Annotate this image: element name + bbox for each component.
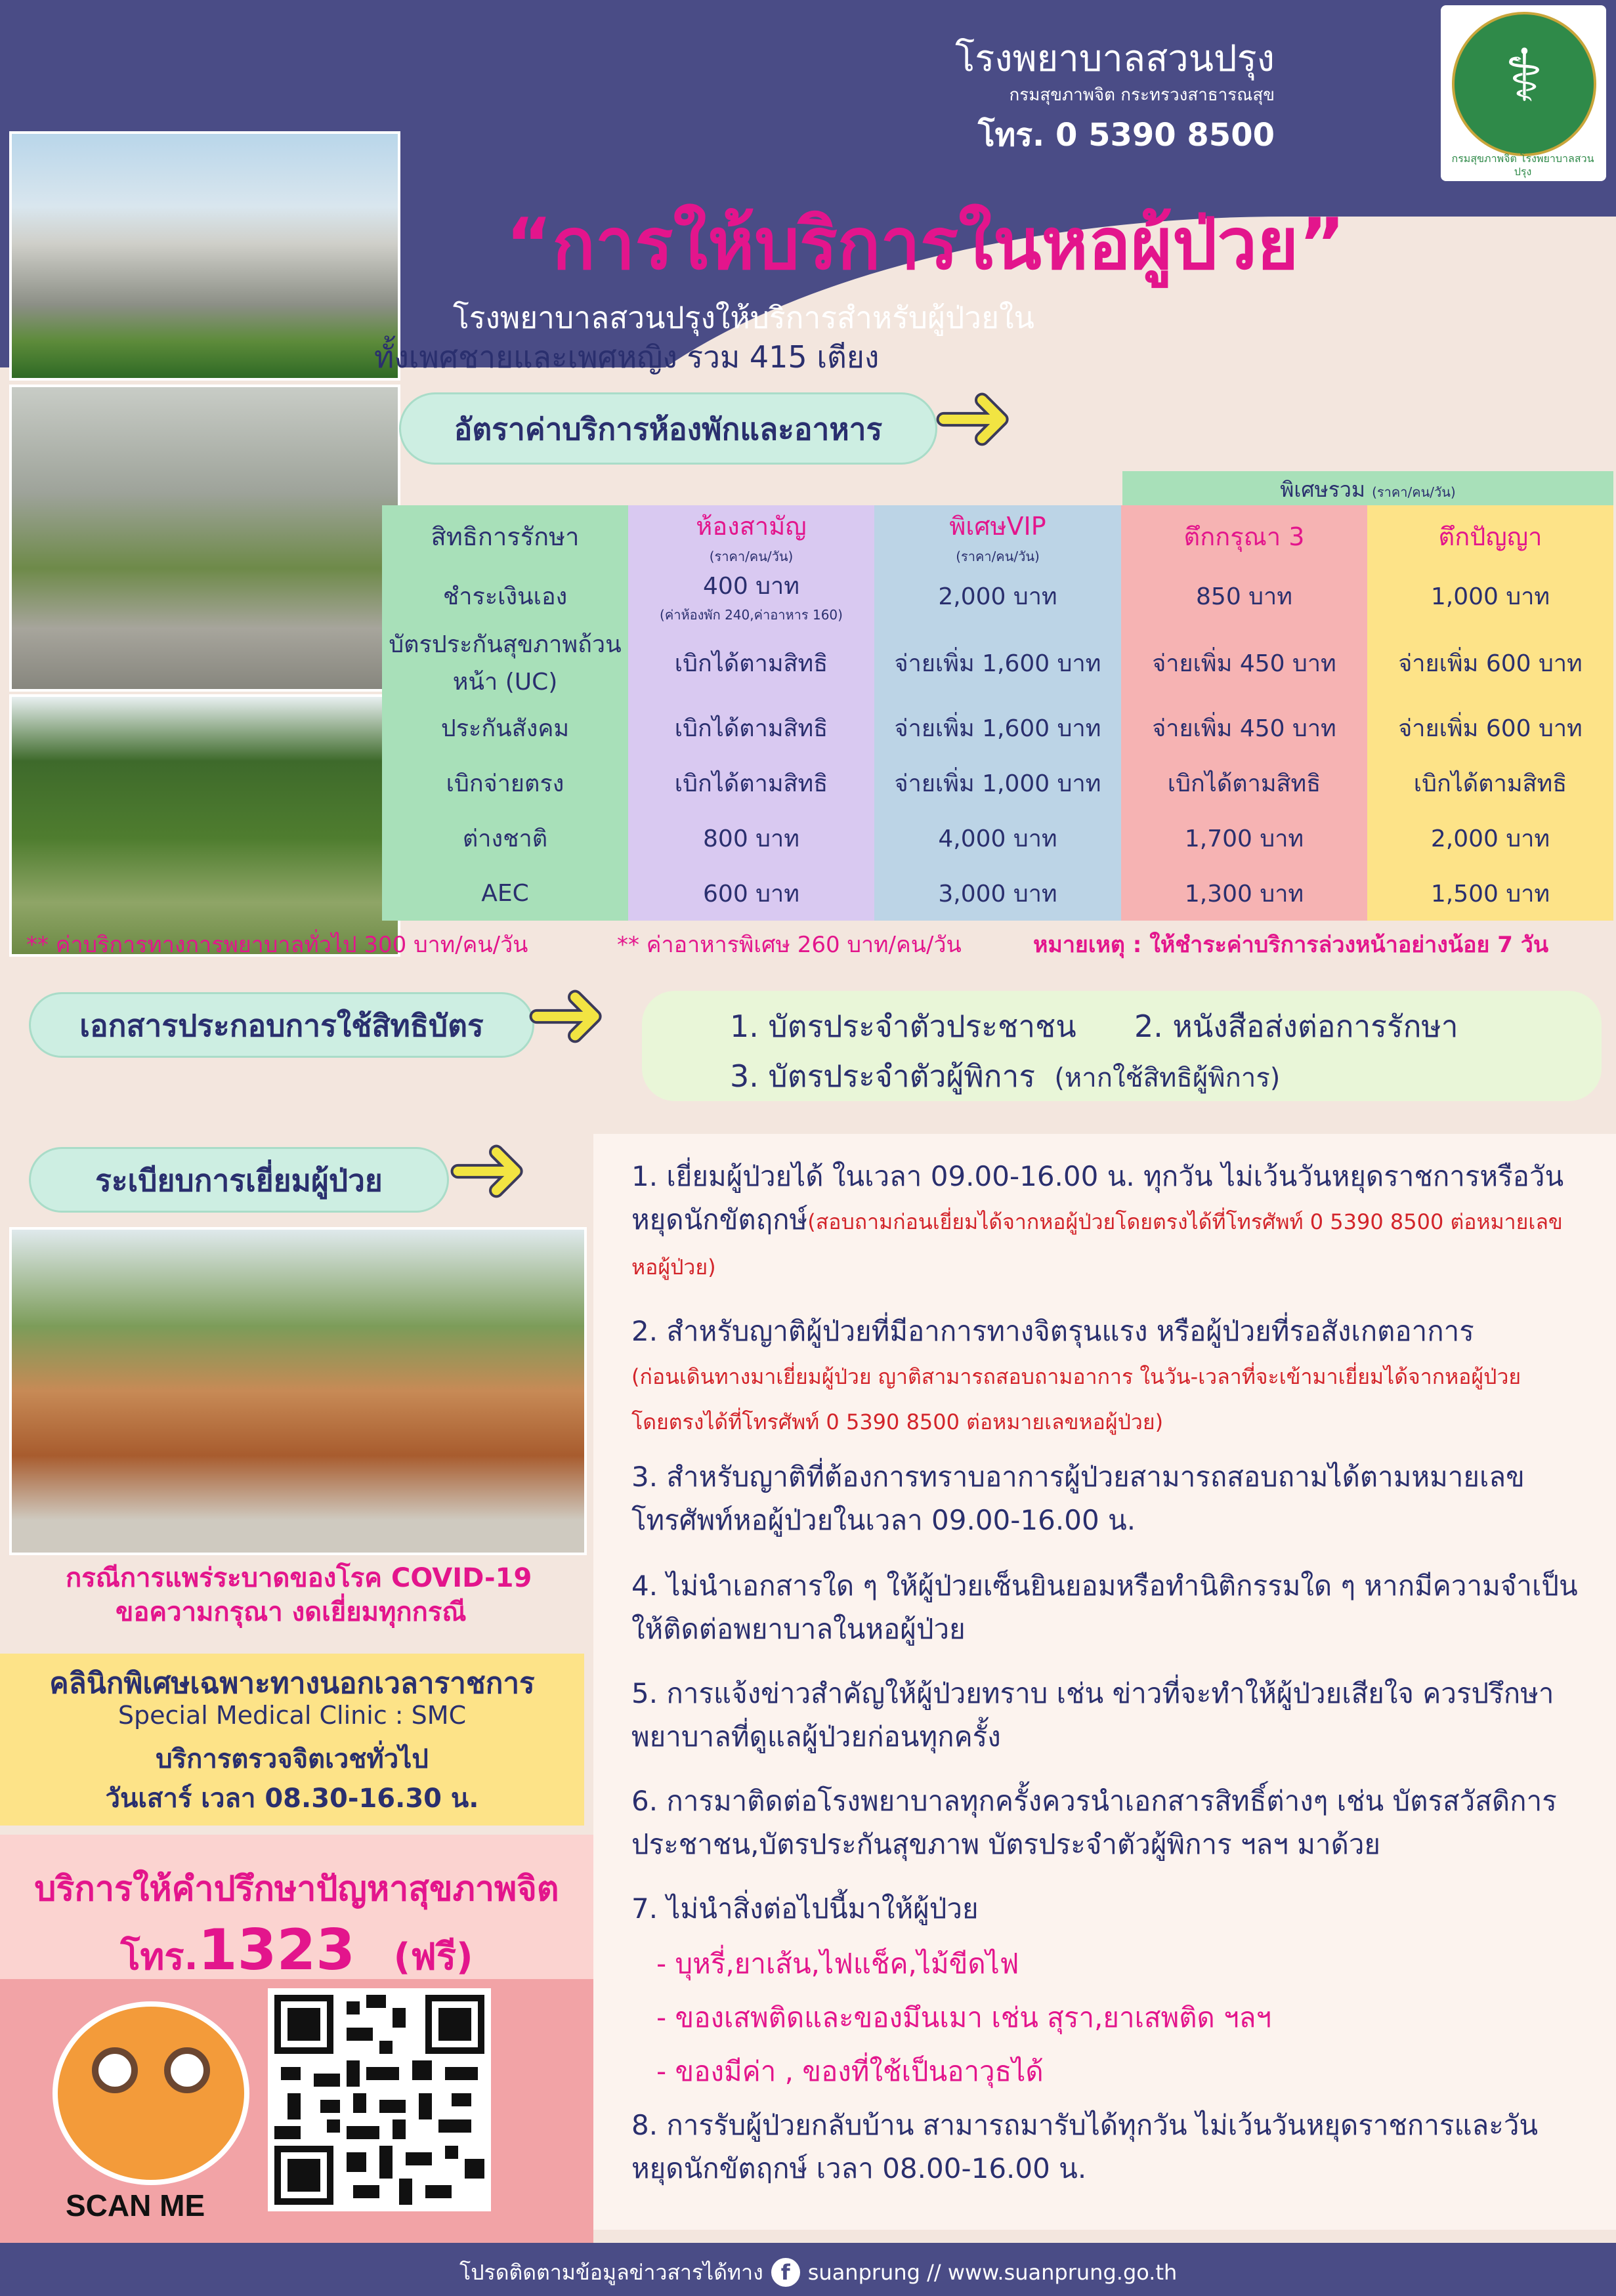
cell-panya: 1,500 บาท	[1367, 866, 1613, 921]
table-row	[382, 810, 1613, 866]
page-title: “การให้บริการในหอผู้ป่วย”	[505, 203, 1346, 285]
clinic-hours: วันเสาร์ เวลา 08.30-16.30 น.	[105, 1784, 479, 1814]
qr-code-graphic	[268, 1988, 491, 2211]
visit-rule-7a: - บุหรี่,ยาเส้น,ไฟแช็ค,ไม้ขีดไฟ	[656, 1948, 1019, 1980]
department-name: กรมสุขภาพจิต กระทรวงสาธารณสุข	[1009, 85, 1275, 105]
right-arrow-icon: ➜	[932, 360, 1015, 474]
visit-rule-2-note: (ก่อนเดินทางมาเยี่ยมผู้ป่วย ญาติสามารถสอบถามอาการ ในวัน-เวลาที่จะเข้ามาเยี่ยมได้จากหอผู้ป่วย โดยตรงได้ที่โทรศัพท์ 0 5390 8500 ต่อหมายเลขหอผู้ป่วย)	[631, 1364, 1521, 1434]
logo-caption: กรมสุขภาพจิต โรงพยาบาลสวนปรุง	[1451, 152, 1594, 178]
footer-links[interactable]: suanprung // www.suanprung.go.th	[807, 2260, 1178, 2285]
documents-heading: เอกสารประกอบการใช้สิทธิบัตร	[29, 992, 534, 1058]
document-item-note: (หากใช้สิทธิผู้พิการ)	[1054, 1063, 1281, 1093]
owl-eye-icon	[164, 2047, 210, 2093]
special-group-label: พิเศษรวม	[1280, 477, 1365, 502]
advance-payment-note: หมายเหตุ : ให้ชำระค่าบริการล่วงหน้าอย่างน้อย 7 วัน	[1033, 932, 1549, 958]
visit-rule-8: 8. การรับผู้ป่วยกลับบ้าน สามารถมารับได้ทุกวัน ไม่เว้นวันหยุดราชการและวันหยุดนักขัตฤกษ์ เวลา 08.00-16.00 น.	[631, 2109, 1539, 2184]
cell-general: 800 บาท	[628, 810, 874, 866]
header-general	[628, 505, 874, 567]
visit-rule-5: 5. การแจ้งข่าวสำคัญให้ผู้ป่วยทราบ เช่น ข่าวที่จะทำให้ผู้ป่วยเสียใจ ควรปรึกษาพยาบาลที่ดูแลผู้ป่วยก่อนทุกครั้ง	[631, 1677, 1554, 1753]
building-photo	[9, 131, 400, 381]
cell-karuna: 850 บาท	[1121, 567, 1367, 625]
header-karuna-label: ตึกกรุณา 3	[1183, 522, 1305, 551]
cell-karuna: 1,700 บาท	[1121, 810, 1367, 866]
table-header-row	[382, 505, 1613, 567]
footer-label: โปรดติดตามข้อมูลข่าวสารได้ทาง	[459, 2260, 763, 2285]
visit-rule-1-note: (สอบถามก่อนเยี่ยมได้จากหอผู้ป่วยโดยตรงได้ที่โทรศัพท์ 0 5390 8500 ต่อหมายเลขหอผู้ป่วย)	[631, 1209, 1563, 1280]
consult-hotline	[7, 1917, 587, 1986]
qr-code-icon[interactable]	[268, 1988, 491, 2211]
cell-right: AEC	[382, 866, 628, 921]
header-karuna	[1121, 505, 1367, 567]
right-arrow-icon: ➜	[446, 1112, 529, 1226]
right-arrow-icon: ➜	[525, 957, 608, 1071]
header-vip-label: พิเศษVIP	[949, 511, 1046, 541]
garden-photo	[9, 694, 400, 957]
header-vip	[874, 505, 1121, 567]
cell-karuna: 1,300 บาท	[1121, 866, 1367, 921]
rate-table	[382, 505, 1613, 921]
owl-eye-icon	[92, 2047, 138, 2093]
cell-panya: 1,000 บาท	[1367, 567, 1613, 625]
cell-right: ประกันสังคม	[382, 700, 628, 755]
visit-rule-1	[631, 1155, 1583, 1289]
visit-rule-7b: - ของเสพติดและของมึนเมา เช่น สุรา,ยาเสพติด ฯลฯ	[656, 2001, 1272, 2034]
cell-vip: จ่ายเพิ่ม 1,600 บาท	[874, 700, 1121, 755]
table-row	[382, 700, 1613, 755]
cell-right: เบิกจ่ายตรง	[382, 755, 628, 810]
visit-heading: ระเบียบการเยี่ยมผู้ป่วย	[29, 1147, 449, 1213]
cell-vip: 2,000 บาท	[874, 567, 1121, 625]
special-group-unit: (ราคา/คน/วัน)	[1372, 484, 1456, 500]
covid-notice-2: ขอความกรุณา งดเยี่ยมทุกกรณี	[116, 1597, 467, 1627]
hospital-phone: โทร. 0 5390 8500	[977, 117, 1275, 154]
rate-heading: อัตราค่าบริการห้องพักและอาหาร	[399, 392, 937, 465]
header-general-label: ห้องสามัญ	[696, 511, 807, 541]
cell-panya: จ่ายเพิ่ม 600 บาท	[1367, 700, 1613, 755]
intro-line-2: ทั้งเพศชายและเพศหญิง รวม 415 เตียง	[374, 339, 880, 375]
walkway-photo	[9, 385, 400, 692]
header-vip-unit: (ราคา/คน/วัน)	[956, 548, 1040, 564]
visit-rule-6: 6. การมาติดต่อโรงพยาบาลทุกครั้งควรนำเอกสารสิทธิ์ต่างๆ เช่น บัตรสวัสดิการประชาชน,บัตรประกันสุขภาพ บัตรประจำตัวผู้พิการ ฯลฯ มาด้วย	[631, 1785, 1557, 1860]
cell-general: เบิกได้ตามสิทธิ	[628, 625, 874, 700]
visit-rule-7: 7. ไม่นำสิ่งต่อไปนี้มาให้ผู้ป่วย	[631, 1892, 979, 1925]
header-panya-label: ตึกปัญญา	[1438, 522, 1542, 551]
table-row	[382, 866, 1613, 921]
visit-rule-1-text: 1. เยี่ยมผู้ป่วยได้ ในเวลา 09.00-16.00 น. ทุกวัน ไม่เว้นวันหยุดราชการหรือวันหยุดนักขัตฤกษ์	[631, 1160, 1564, 1236]
food-fee-note: ** ค่าอาหารพิเศษ 260 บาท/คน/วัน	[617, 932, 962, 958]
cell-panya: เบิกได้ตามสิทธิ	[1367, 755, 1613, 810]
cell-general: เบิกได้ตามสิทธิ	[628, 700, 874, 755]
clinic-title: คลินิกพิเศษเฉพาะทางนอกเวลาราชการ	[49, 1667, 535, 1700]
cell-karuna: จ่ายเพิ่ม 450 บาท	[1121, 625, 1367, 700]
header-general-unit: (ราคา/คน/วัน)	[709, 548, 794, 564]
caduceus-icon: ⚕	[1504, 33, 1544, 117]
document-item-label: 3. บัตรประจำตัวผู้พิการ	[730, 1058, 1036, 1094]
cell-vip: จ่ายเพิ่ม 1,000 บาท	[874, 755, 1121, 810]
header-right	[382, 505, 628, 567]
document-item: 2. หนังสือส่งต่อการรักษา	[1134, 1009, 1458, 1044]
nursing-fee-note: ** ค่าบริการทางการพยาบาลทั่วไป 300 บาท/คน/วัน	[26, 932, 528, 958]
footer-text	[459, 2256, 1177, 2289]
cell-general	[628, 567, 874, 625]
facebook-icon[interactable]: f	[771, 2258, 800, 2287]
header-panya	[1367, 505, 1613, 567]
cell-vip: จ่ายเพิ่ม 1,600 บาท	[874, 625, 1121, 700]
cell-general-note: (ค่าห้องพัก 240,ค่าอาหาร 160)	[660, 607, 843, 623]
cell-panya: จ่ายเพิ่ม 600 บาท	[1367, 625, 1613, 700]
intro-line-1: โรงพยาบาลสวนปรุงให้บริการสำหรับผู้ป่วยใน	[453, 300, 1034, 335]
visit-rule-2	[631, 1310, 1583, 1444]
cell-general: เบิกได้ตามสิทธิ	[628, 755, 874, 810]
special-group-header	[1122, 471, 1613, 508]
cell-right: ต่างชาติ	[382, 810, 628, 866]
table-row	[382, 625, 1613, 700]
document-item	[730, 1053, 1280, 1100]
cell-right: ชำระเงินเอง	[382, 567, 628, 625]
hotline-prefix: โทร.	[120, 1936, 198, 1978]
clinic-service: บริการตรวจจิตเวชทั่วไป	[156, 1744, 429, 1774]
visit-rule-3: 3. สำหรับญาติที่ต้องการทราบอาการผู้ป่วยสามารถสอบถามได้ตามหมายเลขโทรศัพท์หอผู้ป่วยในเวลา 09.00-16.00 น.	[631, 1461, 1525, 1536]
owl-mascot-icon	[53, 2001, 249, 2185]
cell-right: บัตรประกันสุขภาพถ้วนหน้า (UC)	[382, 625, 628, 700]
visit-rule-7c: - ของมีค่า , ของที่ใช้เป็นอาวุธได้	[656, 2055, 1044, 2087]
header-right-label: สิทธิการรักษา	[431, 522, 580, 551]
cell-general: 600 บาท	[628, 866, 874, 921]
visit-rule-2-text: 2. สำหรับญาติผู้ป่วยที่มีอาการทางจิตรุนแรง หรือผู้ป่วยที่รอสังเกตอาการ	[631, 1315, 1474, 1347]
gazebo-photo	[9, 1227, 587, 1555]
cell-karuna: จ่ายเพิ่ม 450 บาท	[1121, 700, 1367, 755]
clinic-subtitle: Special Medical Clinic : SMC	[117, 1701, 467, 1730]
cell-panya: 2,000 บาท	[1367, 810, 1613, 866]
visit-rule-4: 4. ไม่นำเอกสารใด ๆ ให้ผู้ป่วยเซ็นยินยอมหรือทำนิติกรรมใด ๆ หากมีความจำเป็นให้ติดต่อพยาบาลในหอผู้ป่วย	[631, 1570, 1578, 1645]
covid-notice-1: กรณีการแพร่ระบาดของโรค COVID-19	[66, 1563, 532, 1593]
document-item: 1. บัตรประจำตัวประชาชน	[730, 1009, 1076, 1044]
cell-vip: 4,000 บาท	[874, 810, 1121, 866]
consult-title: บริการให้คำปรึกษาปัญหาสุขภาพจิต	[34, 1869, 559, 1909]
hotline-number: 1323	[198, 1917, 356, 1983]
cell-general-value: 400 บาท	[703, 573, 799, 600]
hotline-free: (ฟรี)	[393, 1936, 473, 1978]
table-row	[382, 755, 1613, 810]
cell-vip: 3,000 บาท	[874, 866, 1121, 921]
scan-me-label: SCAN ME	[66, 2188, 205, 2223]
hospital-name: โรงพยาบาลสวนปรุง	[955, 37, 1275, 80]
table-row	[382, 567, 1613, 625]
cell-karuna: เบิกได้ตามสิทธิ	[1121, 755, 1367, 810]
